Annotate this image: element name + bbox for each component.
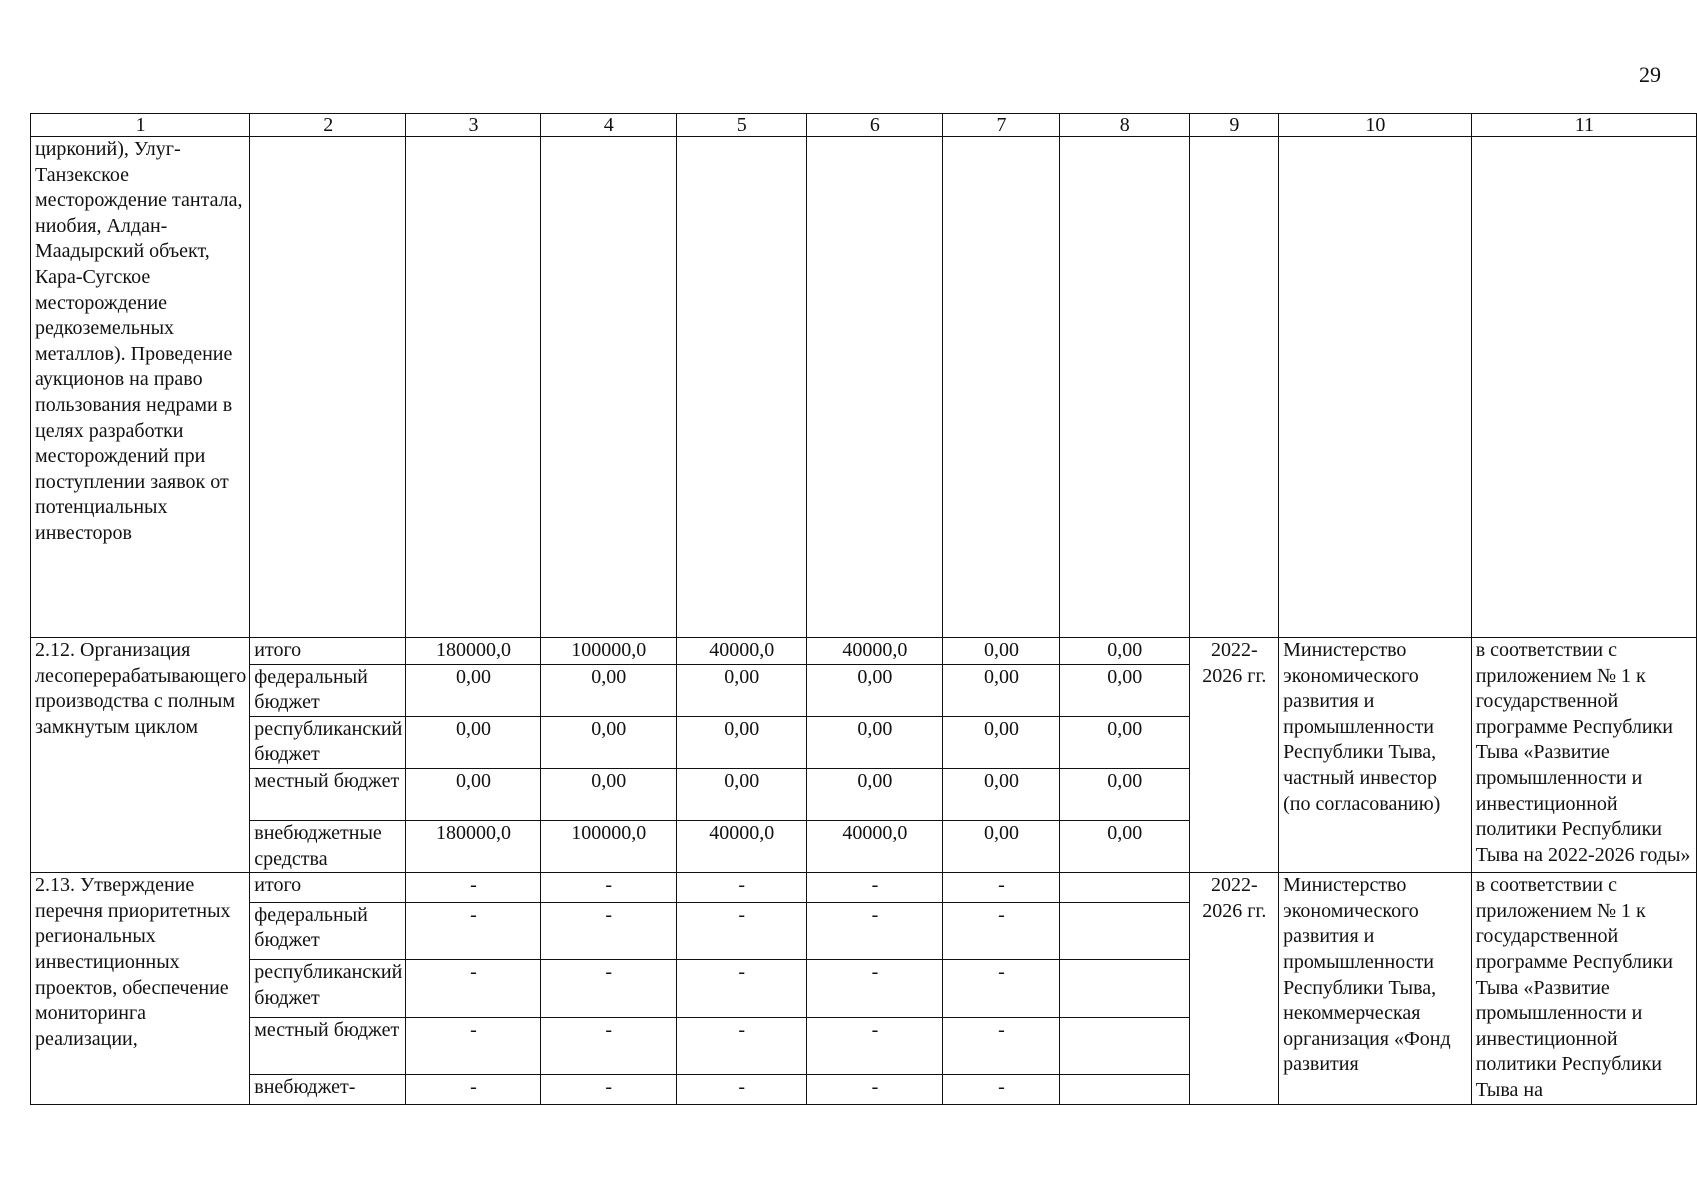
funding-source: внебюджет- (250, 1075, 406, 1104)
funding-source: внебюджетные средства (250, 820, 406, 872)
value-cell: - (540, 960, 676, 1018)
funding-source: итого (250, 873, 406, 902)
responsible-executors: Министерство экономического развития и промышленности Республики Тыва, некоммерческая организация «Фонд развития (1279, 873, 1472, 1104)
expected-result: в соответствии с приложением № 1 к государственной программе Республики Тыва «Развитие промышленности и инвестиционной политики Республики Тыва на (1471, 873, 1696, 1104)
value-cell (1059, 1017, 1189, 1074)
funding-source: республиканский бюджет (250, 716, 406, 768)
value-cell: - (943, 902, 1060, 960)
table-row (31, 638, 1697, 665)
value-cell: 0,00 (943, 820, 1060, 872)
value-cell: - (806, 1017, 942, 1074)
value-cell: 40000,0 (806, 638, 942, 665)
value-cell: 0,00 (406, 768, 540, 820)
funding-source: местный бюджет (250, 1017, 406, 1074)
continuation-text: цирконий), Улуг-Танзекское месторождение тантала, ниобия, Алдан-Маадырский объект, Кара-Сугское месторождение редкоземельных металлов). Проведение аукционов на право пользования недрами в целях разработки месторождений при поступлении заявок от потенциальных инвесторов (31, 137, 250, 638)
value-cell: 0,00 (1059, 820, 1189, 872)
value-cell: - (676, 1075, 806, 1104)
value-cell: 0,00 (1059, 664, 1189, 716)
value-cell: - (406, 1075, 540, 1104)
value-cell: 40000,0 (676, 820, 806, 872)
empty-cell (406, 137, 540, 638)
value-cell: - (676, 960, 806, 1018)
value-cell: 0,00 (676, 664, 806, 716)
value-cell: - (806, 960, 942, 1018)
value-cell: 0,00 (943, 664, 1060, 716)
value-cell: - (406, 960, 540, 1018)
empty-cell (943, 137, 1060, 638)
responsible-executors: Министерство экономического развития и промышленности Республики Тыва, частный инвестор (по согласованию) (1279, 638, 1472, 873)
value-cell: - (943, 960, 1060, 1018)
value-cell: 100000,0 (540, 820, 676, 872)
value-cell: 0,00 (1059, 638, 1189, 665)
value-cell: - (540, 873, 676, 902)
empty-cell (250, 137, 406, 638)
value-cell (1059, 902, 1189, 960)
value-cell: - (806, 1075, 942, 1104)
value-cell: - (406, 902, 540, 960)
page-number: 29 (1639, 62, 1661, 87)
column-header: 4 (540, 114, 676, 137)
value-cell: - (943, 873, 1060, 902)
value-cell: - (943, 1075, 1060, 1104)
column-header: 10 (1279, 114, 1472, 137)
value-cell: 0,00 (676, 716, 806, 768)
value-cell: 0,00 (806, 768, 942, 820)
value-cell: - (676, 1017, 806, 1074)
header-row (31, 114, 1697, 137)
funding-source: итого (250, 638, 406, 665)
value-cell: 0,00 (943, 638, 1060, 665)
value-cell: 100000,0 (540, 638, 676, 665)
empty-cell (1189, 137, 1279, 638)
value-cell: 180000,0 (406, 820, 540, 872)
value-cell: 0,00 (406, 664, 540, 716)
value-cell: - (806, 873, 942, 902)
column-header: 5 (676, 114, 806, 137)
value-cell: 40000,0 (806, 820, 942, 872)
activity-title: 2.12. Организация лесоперерабатывающего производства с полным замкнутым циклом (31, 638, 250, 873)
value-cell: 180000,0 (406, 638, 540, 665)
empty-cell (1471, 137, 1696, 638)
funding-source: федеральный бюджет (250, 664, 406, 716)
value-cell: 0,00 (1059, 716, 1189, 768)
funding-source: республиканский бюджет (250, 960, 406, 1018)
value-cell: 0,00 (676, 768, 806, 820)
value-cell: 0,00 (1059, 768, 1189, 820)
column-header: 8 (1059, 114, 1189, 137)
column-header: 6 (806, 114, 942, 137)
column-header: 9 (1189, 114, 1279, 137)
column-header: 11 (1471, 114, 1696, 137)
value-cell: 40000,0 (676, 638, 806, 665)
value-cell: 0,00 (806, 664, 942, 716)
empty-cell (1059, 137, 1189, 638)
empty-cell (540, 137, 676, 638)
value-cell: 0,00 (806, 716, 942, 768)
column-header: 3 (406, 114, 540, 137)
value-cell: - (540, 902, 676, 960)
column-header: 2 (250, 114, 406, 137)
value-cell: - (406, 1017, 540, 1074)
value-cell: - (943, 1017, 1060, 1074)
value-cell: 0,00 (406, 716, 540, 768)
value-cell: 0,00 (540, 716, 676, 768)
funding-source: местный бюджет (250, 768, 406, 820)
funding-source: федеральный бюджет (250, 902, 406, 960)
empty-cell (1279, 137, 1472, 638)
value-cell: - (806, 902, 942, 960)
value-cell: - (540, 1075, 676, 1104)
value-cell: 0,00 (943, 768, 1060, 820)
column-header: 7 (943, 114, 1060, 137)
value-cell: - (676, 873, 806, 902)
expected-result: в соответствии с приложением № 1 к государственной программе Республики Тыва «Развитие промышленности и инвестиционной политики Республики Тыва на 2022-2026 годы» (1471, 638, 1696, 873)
value-cell: 0,00 (943, 716, 1060, 768)
activity-title: 2.13. Утверждение перечня приоритетных региональных инвестиционных проектов, обеспечение мониторинга реализации, (31, 873, 250, 1104)
empty-cell (676, 137, 806, 638)
value-cell (1059, 1075, 1189, 1104)
value-cell: 0,00 (540, 768, 676, 820)
value-cell (1059, 873, 1189, 902)
value-cell (1059, 960, 1189, 1018)
implementation-years: 2022-2026 гг. (1189, 638, 1279, 873)
value-cell: - (540, 1017, 676, 1074)
value-cell: - (676, 902, 806, 960)
program-table (30, 113, 1697, 1105)
value-cell: 0,00 (540, 664, 676, 716)
continuation-row (31, 137, 1697, 638)
value-cell: - (406, 873, 540, 902)
column-header: 1 (31, 114, 250, 137)
table-row (31, 873, 1697, 902)
implementation-years: 2022-2026 гг. (1189, 873, 1279, 1104)
empty-cell (806, 137, 942, 638)
